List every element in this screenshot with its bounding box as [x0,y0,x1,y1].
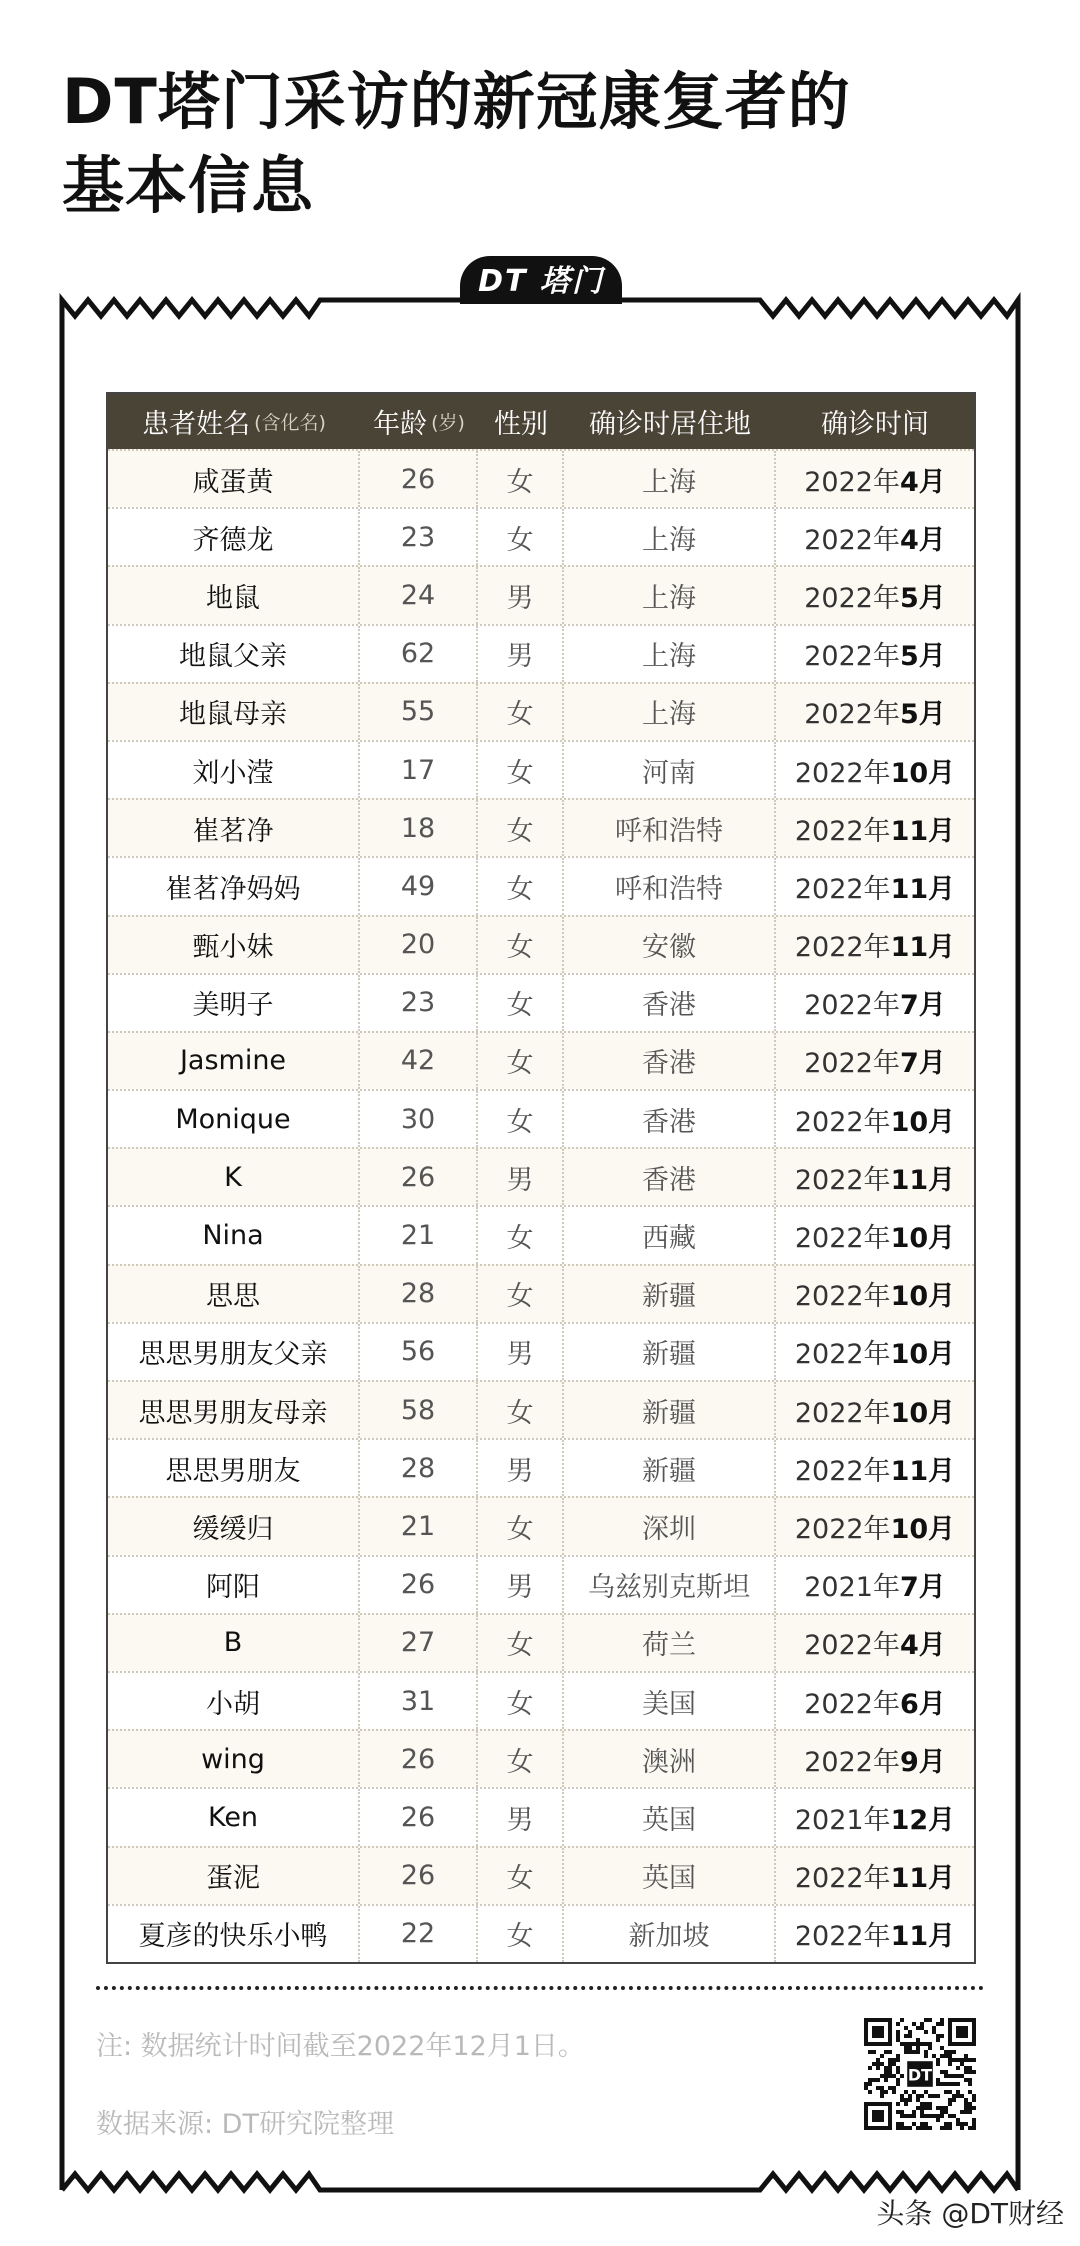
cell-gender: 女 [478,975,564,1031]
cell-age: 58 [360,1382,478,1438]
cell-age: 42 [360,1033,478,1089]
table-header [108,394,974,449]
cell-date [776,1440,974,1496]
cell-gender: 男 [478,1324,564,1380]
cell-date-year: 2022年 [794,1164,891,1196]
cell-age: 23 [360,975,478,1031]
table-row [108,973,974,1031]
cell-gender: 男 [478,626,564,682]
cell-date-month: 11月 [890,815,956,847]
cell-gender: 女 [478,1091,564,1147]
cell-date [776,1789,974,1845]
cell-name: 地鼠 [108,567,360,623]
cell-age: 17 [360,742,478,798]
cell-date [776,800,974,856]
title-line-1: DT塔门采访的新冠康复者的 [62,65,851,138]
table-row [108,624,974,682]
cell-location: 安徽 [564,917,776,973]
cell-location: 深圳 [564,1498,776,1554]
cell-gender: 女 [478,1848,564,1904]
cell-date-month: 10月 [890,1281,956,1313]
table-row [108,856,974,914]
cell-age: 28 [360,1440,478,1496]
cell-gender: 女 [478,742,564,798]
cell-date-month: 7月 [899,1048,946,1080]
cell-date [776,451,974,507]
cell-date-month: 11月 [890,932,956,964]
cell-name: 甄小妹 [108,917,360,973]
cell-gender: 女 [478,917,564,973]
cell-name: K [108,1149,360,1205]
cell-location: 上海 [564,509,776,565]
cell-name: 刘小滢 [108,742,360,798]
cell-date [776,1906,974,1962]
cell-name: Nina [108,1207,360,1263]
cell-date [776,1207,974,1263]
cell-age: 26 [360,1731,478,1787]
cell-date-month: 5月 [899,641,946,673]
cell-location: 呼和浩特 [564,800,776,856]
cell-location: 上海 [564,684,776,740]
table-row [108,1089,974,1147]
cell-date-month: 6月 [899,1688,946,1720]
cell-age: 18 [360,800,478,856]
cell-date-month: 7月 [899,1572,946,1604]
cell-age: 21 [360,1498,478,1554]
cell-date-year: 2022年 [804,990,900,1022]
cell-date-year: 2022年 [794,757,891,789]
cell-name: 思思男朋友 [108,1440,360,1496]
cell-gender: 女 [478,1906,564,1962]
cell-age: 30 [360,1091,478,1147]
cell-date [776,684,974,740]
table-row [108,798,974,856]
cell-name: 地鼠母亲 [108,684,360,740]
header-name [108,394,360,449]
cell-name: 蛋泥 [108,1848,360,1904]
cell-name: Monique [108,1091,360,1147]
header-age-label: 年龄 [373,409,428,440]
header-date: 确诊时间 [821,409,929,440]
cell-name: 缓缓归 [108,1498,360,1554]
cell-date [776,917,974,973]
cell-name: 崔茗净 [108,800,360,856]
data-source: 数据来源: DT研究院整理 [96,2109,394,2140]
cell-age: 23 [360,509,478,565]
cell-date-year: 2022年 [794,1223,891,1255]
cell-age: 49 [360,858,478,914]
cell-age: 26 [360,1557,478,1613]
cell-age: 27 [360,1615,478,1671]
cell-date-month: 11月 [890,1455,956,1487]
dt-logo-badge: DT 塔门 [460,256,622,304]
cell-age: 24 [360,567,478,623]
cell-date-year: 2022年 [794,1455,891,1487]
cell-date-month: 4月 [899,524,946,556]
cell-age: 26 [360,1149,478,1205]
cell-date-year: 2022年 [804,582,900,614]
cell-date [776,1091,974,1147]
cell-date-year: 2022年 [804,1048,900,1080]
qr-code-icon [864,2018,976,2130]
cell-date-month: 4月 [899,466,946,498]
cell-gender: 女 [478,1207,564,1263]
cell-date-year: 2022年 [794,1863,891,1895]
cell-age: 21 [360,1207,478,1263]
cell-date-year: 2021年 [794,1804,891,1836]
cell-gender: 男 [478,1789,564,1845]
cell-gender: 女 [478,1673,564,1729]
cell-date [776,1731,974,1787]
cell-date-month: 10月 [890,757,956,789]
cell-location: 英国 [564,1848,776,1904]
table-row [108,1787,974,1845]
cell-date-month: 11月 [890,1863,956,1895]
cell-name: 阿阳 [108,1557,360,1613]
cell-name: 夏彦的快乐小鸭 [108,1906,360,1962]
cell-location: 新疆 [564,1324,776,1380]
table-row [108,1904,974,1962]
header-gender: 性别 [494,409,548,440]
table-row [108,1555,974,1613]
cell-date-year: 2022年 [804,524,900,556]
cell-location: 澳洲 [564,1731,776,1787]
table-row [108,915,974,973]
table-row [108,1147,974,1205]
cell-name: Ken [108,1789,360,1845]
cell-age: 20 [360,917,478,973]
cell-date-month: 10月 [890,1223,956,1255]
cell-gender: 女 [478,509,564,565]
cell-location: 新疆 [564,1440,776,1496]
cell-location: 新加坡 [564,1906,776,1962]
cell-location: 英国 [564,1789,776,1845]
cell-date-month: 10月 [890,1397,956,1429]
cell-age: 62 [360,626,478,682]
cell-gender: 男 [478,1149,564,1205]
cell-age: 31 [360,1673,478,1729]
cell-name: 小胡 [108,1673,360,1729]
cell-age: 26 [360,1848,478,1904]
header-name-label: 患者姓名 [142,409,251,440]
cell-date [776,626,974,682]
watermark: 头条 @DT财经 [876,2197,1064,2230]
cell-age: 22 [360,1906,478,1962]
table-row [108,1264,974,1322]
cell-date [776,1149,974,1205]
cell-date [776,1848,974,1904]
footnote: 注: 数据统计时间截至2022年12月1日。 [96,2031,585,2062]
cell-date [776,1033,974,1089]
table-row [108,1322,974,1380]
table-row [108,740,974,798]
cell-location: 上海 [564,451,776,507]
title-line-2: 基本信息 [62,149,315,222]
cell-date-month: 10月 [890,1513,956,1545]
cell-name: 美明子 [108,975,360,1031]
table-row [108,449,974,507]
cell-location: 上海 [564,626,776,682]
cell-date-year: 2022年 [794,1339,891,1371]
cell-date-year: 2022年 [804,1630,900,1662]
table-row [108,1671,974,1729]
cell-date [776,1498,974,1554]
cell-date-year: 2022年 [794,873,891,905]
cell-name: 思思男朋友母亲 [108,1382,360,1438]
cell-gender: 女 [478,1382,564,1438]
cell-date [776,567,974,623]
cell-date-year: 2022年 [804,641,900,673]
footer-divider [96,1986,984,1990]
cell-date-year: 2021年 [804,1572,900,1604]
table-row [108,1031,974,1089]
table-row [108,682,974,740]
cell-date [776,1557,974,1613]
cell-date-month: 4月 [899,1630,946,1662]
cell-location: 新疆 [564,1266,776,1322]
table-row [108,1438,974,1496]
cell-location: 美国 [564,1673,776,1729]
cell-date-month: 10月 [890,1106,956,1138]
cell-location: 西藏 [564,1207,776,1263]
cell-age: 55 [360,684,478,740]
cell-date-month: 5月 [899,582,946,614]
table-row [108,1729,974,1787]
cell-date [776,1382,974,1438]
cell-name: 地鼠父亲 [108,626,360,682]
cell-age: 56 [360,1324,478,1380]
table-row [108,507,974,565]
cell-name: 思思男朋友父亲 [108,1324,360,1380]
cell-date-year: 2022年 [794,815,891,847]
table-row [108,1380,974,1438]
cell-date-year: 2022年 [804,1688,900,1720]
cell-date [776,975,974,1031]
table-row [108,1613,974,1671]
cell-name: 崔茗净妈妈 [108,858,360,914]
table-row [108,1846,974,1904]
cell-gender: 女 [478,1033,564,1089]
cell-date-month: 9月 [899,1746,946,1778]
cell-location: 香港 [564,1091,776,1147]
table-row [108,1496,974,1554]
cell-date-month: 12月 [890,1804,956,1836]
cell-gender: 女 [478,684,564,740]
cell-gender: 女 [478,451,564,507]
qr-center-label: DT [907,2065,933,2085]
cell-location: 香港 [564,975,776,1031]
cell-date-year: 2022年 [794,1921,891,1953]
cell-gender: 男 [478,567,564,623]
cell-gender: 女 [478,1498,564,1554]
cell-date [776,509,974,565]
cell-age: 26 [360,451,478,507]
header-age [360,394,478,449]
header-location: 确诊时居住地 [589,409,751,440]
table-row [108,565,974,623]
cell-date-year: 2022年 [794,1106,891,1138]
cell-date-month: 10月 [890,1339,956,1371]
cell-age: 26 [360,1789,478,1845]
table-row [108,1205,974,1263]
table-body [108,449,974,1962]
cell-date [776,1266,974,1322]
cell-gender: 男 [478,1557,564,1613]
cell-name: Jasmine [108,1033,360,1089]
cell-gender: 女 [478,1266,564,1322]
cell-date [776,858,974,914]
cell-gender: 女 [478,1731,564,1787]
cell-location: 上海 [564,567,776,623]
header-age-unit: (岁) [431,412,465,434]
cell-location: 香港 [564,1033,776,1089]
header-name-note: (含化名) [254,412,326,434]
cell-name: 思思 [108,1266,360,1322]
cell-date-year: 2022年 [794,1281,891,1313]
cell-date-month: 11月 [890,1921,956,1953]
cell-date-month: 7月 [899,990,946,1022]
cell-location: 乌兹别克斯坦 [564,1557,776,1613]
patient-table [106,392,976,1964]
cell-date-year: 2022年 [794,1513,891,1545]
cell-date [776,1673,974,1729]
cell-location: 呼和浩特 [564,858,776,914]
cell-location: 河南 [564,742,776,798]
cell-location: 新疆 [564,1382,776,1438]
cell-location: 荷兰 [564,1615,776,1671]
cell-name: 咸蛋黄 [108,451,360,507]
cell-gender: 女 [478,800,564,856]
cell-date-year: 2022年 [804,699,900,731]
cell-gender: 女 [478,858,564,914]
cell-date-month: 11月 [890,873,956,905]
cell-age: 28 [360,1266,478,1322]
cell-date [776,1324,974,1380]
cell-date-month: 11月 [890,1164,956,1196]
cell-name: wing [108,1731,360,1787]
cell-gender: 男 [478,1440,564,1496]
cell-gender: 女 [478,1615,564,1671]
cell-name: 齐德龙 [108,509,360,565]
cell-date-month: 5月 [899,699,946,731]
cell-date-year: 2022年 [794,932,891,964]
cell-name: B [108,1615,360,1671]
cell-date-year: 2022年 [804,466,900,498]
cell-date [776,1615,974,1671]
cell-location: 香港 [564,1149,776,1205]
cell-date-year: 2022年 [794,1397,891,1429]
cell-date [776,742,974,798]
cell-date-year: 2022年 [804,1746,900,1778]
